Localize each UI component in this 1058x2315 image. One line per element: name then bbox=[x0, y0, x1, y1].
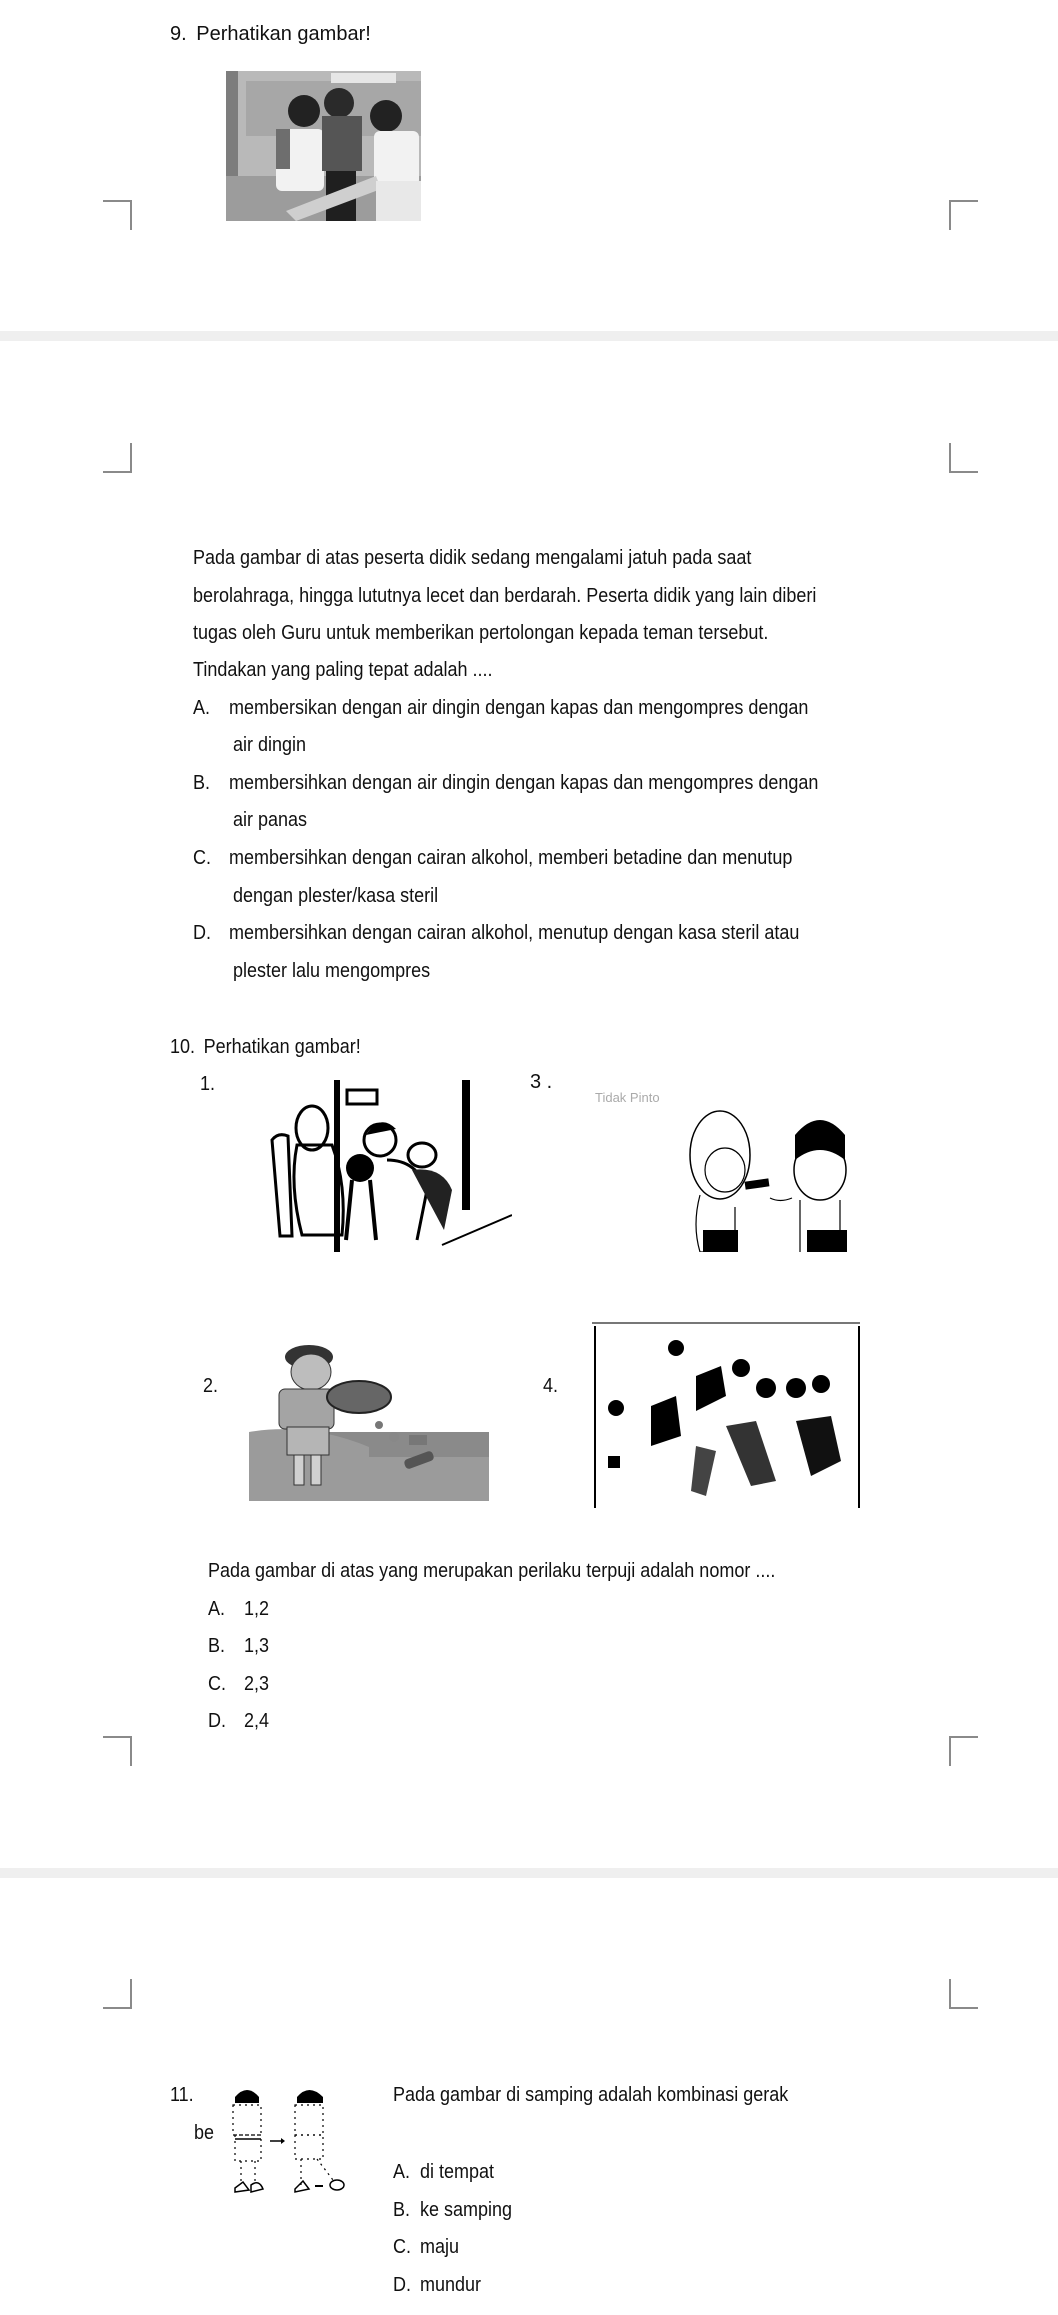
q9-photo bbox=[226, 71, 421, 221]
students-exchange-lineart-icon bbox=[595, 1080, 870, 1252]
option-letter: A. bbox=[193, 697, 211, 719]
option-letter: D. bbox=[193, 922, 211, 944]
q10-image-2 bbox=[249, 1337, 489, 1501]
page2-margin-mark-bottom-left bbox=[103, 1736, 132, 1766]
option-letter: B. bbox=[393, 2199, 411, 2221]
option-text: membersihkan dengan cairan alkohol, menutup dengan kasa steril atau bbox=[229, 922, 800, 944]
q11-question: Pada gambar di samping adalah kombinasi gerak bbox=[393, 2084, 789, 2106]
q9-body-line: berolahraga, hingga lututnya lecet dan berdarah. Peserta didik yang lain diberi bbox=[193, 585, 817, 607]
option-text: membersikan dengan air dingin dengan kapas dan mengompres dengan bbox=[229, 697, 809, 719]
option-letter: B. bbox=[208, 1635, 226, 1657]
q11-fragment: be bbox=[194, 2122, 215, 2144]
q9-option-d-cont: plester lalu mengompres bbox=[233, 960, 431, 982]
page3-margin-mark-top-left bbox=[103, 1979, 132, 2009]
q11-option-c[interactable] bbox=[393, 2235, 459, 2259]
option-letter: D. bbox=[208, 1710, 226, 1732]
q10-image-3-label: 3 . bbox=[530, 1071, 553, 1093]
q11-option-b[interactable] bbox=[393, 2198, 512, 2222]
q10-heading bbox=[170, 1035, 361, 1059]
q10-image-4-top-rule bbox=[592, 1322, 860, 1324]
family-sitting-lineart-icon bbox=[262, 1080, 512, 1252]
page1-margin-mark-bottom-left bbox=[103, 200, 132, 230]
page2-margin-mark-top-left bbox=[103, 443, 132, 473]
option-text: 2,3 bbox=[244, 1673, 270, 1695]
q11-option-a[interactable] bbox=[393, 2160, 494, 2184]
q9-heading bbox=[170, 22, 371, 46]
q9-option-c[interactable] bbox=[193, 846, 792, 870]
option-text: 1,3 bbox=[244, 1635, 270, 1657]
q11-image bbox=[215, 2085, 365, 2200]
q9-body-line: Pada gambar di atas peserta didik sedang mengalami jatuh pada saat bbox=[193, 547, 752, 569]
q9-option-d[interactable] bbox=[193, 921, 799, 945]
q10-question: Pada gambar di atas yang merupakan perilaku terpuji adalah nomor .... bbox=[208, 1560, 776, 1582]
q10-option-a[interactable] bbox=[208, 1597, 269, 1621]
q10-prompt: Perhatikan gambar! bbox=[203, 1036, 361, 1058]
option-letter: D. bbox=[393, 2274, 411, 2296]
page2-margin-mark-top-right bbox=[949, 443, 978, 473]
option-letter: A. bbox=[393, 2161, 411, 2183]
q9-body-line: tugas oleh Guru untuk memberikan pertolongan kepada teman tersebut. bbox=[193, 622, 769, 644]
q9-body-line: Tindakan yang paling tepat adalah .... bbox=[193, 659, 493, 681]
q9-option-a[interactable] bbox=[193, 696, 808, 720]
svg-text:Tidak Pinto: Tidak Pinto bbox=[595, 1090, 660, 1105]
boy-littering-illustration-icon bbox=[249, 1337, 489, 1501]
side-step-movement-lineart-icon bbox=[215, 2085, 365, 2200]
q9-option-b-cont: air panas bbox=[233, 809, 308, 831]
option-text: mundur bbox=[420, 2274, 482, 2296]
first-aid-photo-icon bbox=[226, 71, 421, 221]
option-letter: C. bbox=[393, 2236, 411, 2258]
page-break bbox=[0, 331, 1058, 341]
q10-image-2-label: 2. bbox=[203, 1375, 219, 1397]
q10-option-b[interactable] bbox=[208, 1634, 269, 1658]
option-text: membersihkan dengan cairan alkohol, memberi betadine dan menutup bbox=[229, 847, 793, 869]
q10-image-4-label: 4. bbox=[543, 1375, 559, 1397]
q11-number: 11. bbox=[170, 2084, 194, 2106]
page3-margin-mark-top-right bbox=[949, 1979, 978, 2009]
q9-number: 9. bbox=[170, 23, 187, 45]
option-text: 1,2 bbox=[244, 1598, 270, 1620]
page2-margin-mark-bottom-right bbox=[949, 1736, 978, 1766]
q10-number: 10. bbox=[170, 1036, 196, 1058]
option-text: 2,4 bbox=[244, 1710, 270, 1732]
q10-image-3 bbox=[595, 1080, 870, 1252]
option-text: di tempat bbox=[420, 2161, 495, 2183]
option-text: maju bbox=[420, 2236, 460, 2258]
q9-option-c-cont: dengan plester/kasa steril bbox=[233, 885, 439, 907]
q10-option-d[interactable] bbox=[208, 1709, 269, 1733]
option-text: ke samping bbox=[420, 2199, 513, 2221]
q10-option-c[interactable] bbox=[208, 1672, 269, 1696]
option-letter: B. bbox=[193, 772, 211, 794]
group-students-photo-icon bbox=[596, 1326, 858, 1508]
option-letter: C. bbox=[208, 1673, 226, 1695]
option-text: membersihkan dengan air dingin dengan kapas dan mengompres dengan bbox=[229, 772, 819, 794]
q10-image-4 bbox=[594, 1326, 860, 1508]
page-break bbox=[0, 1868, 1058, 1878]
page1-margin-mark-bottom-right bbox=[949, 200, 978, 230]
q9-prompt: Perhatikan gambar! bbox=[196, 23, 371, 45]
q10-image-1-label: 1. bbox=[200, 1073, 216, 1095]
q11-option-d[interactable] bbox=[393, 2273, 481, 2297]
q10-image-1 bbox=[262, 1080, 512, 1252]
q9-option-b[interactable] bbox=[193, 771, 818, 795]
option-letter: A. bbox=[208, 1598, 226, 1620]
q9-option-a-cont: air dingin bbox=[233, 734, 307, 756]
option-letter: C. bbox=[193, 847, 211, 869]
